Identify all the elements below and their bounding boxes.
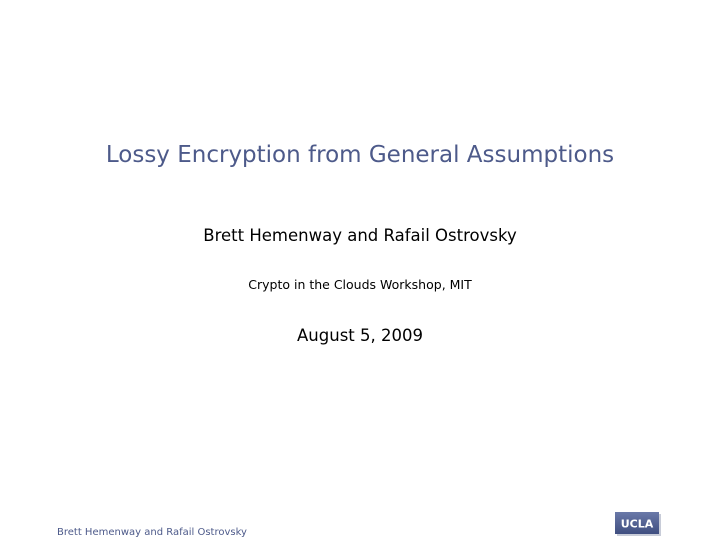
slide-date: August 5, 2009 (297, 326, 423, 345)
slide-title: Lossy Encryption from General Assumptions (105, 142, 615, 168)
ucla-logo (615, 512, 661, 536)
slide-authors: Brett Hemenway and Rafail Ostrovsky (203, 226, 517, 245)
footer-authors: Brett Hemenway and Rafail Ostrovsky (57, 527, 247, 538)
ucla-logo-text: UCLA (620, 517, 654, 531)
slide-venue: Crypto in the Clouds Workshop, MIT (248, 277, 472, 292)
